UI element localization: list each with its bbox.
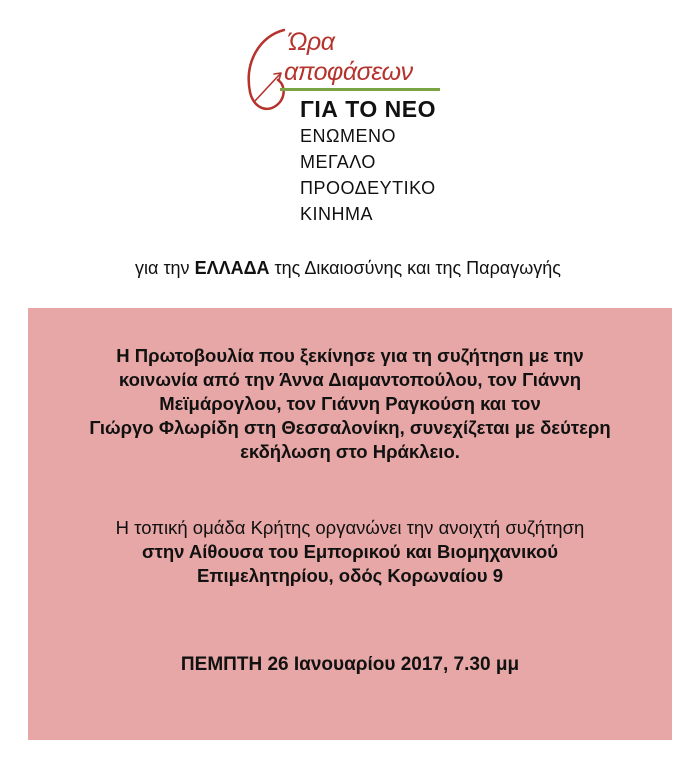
- venue-line: στην Αίθουσα του Εμπορικού και Βιομηχανικού: [141, 541, 559, 562]
- event-date: ΠΕΜΠΤΗ 26 Ιανουαρίου 2017, 7.30 μμ: [180, 654, 520, 675]
- tagline-before: για την: [135, 258, 195, 278]
- intro-line: κοινωνία από την Άννα Διαμαντοπούλου, τον Γιάννη: [118, 369, 582, 390]
- logo-sub-3: ΠΡΟΟΔΕΥΤΙΚΟ: [300, 178, 436, 198]
- logo-line-2: αποφάσεων: [284, 58, 413, 86]
- venue-line: Επιμελητηρίου, οδός Κορωναίου 9: [196, 565, 503, 586]
- logo-rule: [280, 88, 440, 91]
- venue-paragraph: [28, 516, 672, 588]
- tagline-emphasis: ΕΛΛΑΔΑ: [194, 258, 270, 278]
- logo-sub-1: ΕΝΩΜΕΝΟ: [300, 126, 396, 146]
- announcement-panel: [28, 308, 672, 740]
- logo-sub-4: ΚΙΝΗΜΑ: [300, 204, 374, 224]
- tagline-after: της Δικαιοσύνης και της Παραγωγής: [269, 258, 561, 278]
- tagline: [0, 258, 696, 279]
- intro-paragraph: [28, 344, 672, 464]
- logo: [240, 22, 470, 232]
- intro-line: εκδήλωση στο Ηράκλειο.: [240, 441, 460, 462]
- logo-sub-2: ΜΕΓΑΛΟ: [300, 152, 376, 172]
- intro-line: Γιώργο Φλωρίδη στη Θεσσαλονίκη, συνεχίζεται με δεύτερη: [89, 417, 611, 438]
- venue-intro: Η τοπική ομάδα Κρήτης οργανώνει την ανοιχτή συζήτηση: [115, 517, 585, 538]
- logo-heading: ΓΙΑ ΤΟ ΝΕΟ: [300, 96, 436, 122]
- logo-line-1: Ώρα: [288, 28, 335, 56]
- intro-line: Μεϊμάρογλου, τον Γιάννη Ραγκούση και τον: [159, 393, 541, 414]
- intro-line: Η Πρωτοβουλία που ξεκίνησε για τη συζήτηση με την: [116, 345, 584, 366]
